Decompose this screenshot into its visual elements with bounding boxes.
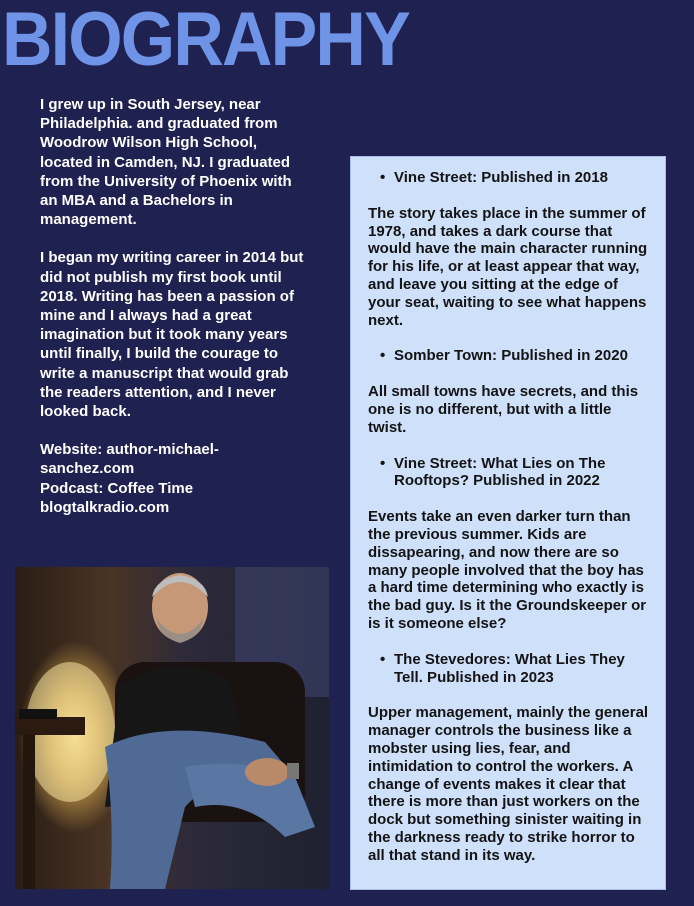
book-item bbox=[368, 347, 653, 436]
book-item bbox=[368, 455, 653, 633]
author-photo-illustration bbox=[15, 567, 329, 889]
podcast-text: Podcast: Coffee Time blogtalkradio.com bbox=[40, 479, 194, 516]
book-description: Upper management, mainly the general manager controls the business like a mobster using lies, fear, and intimidation to control the workers. A change of events makes it clear that there is more than just workers on the dock but something sinister waiting in the darkness ready to strike horror to all that stand in its way. bbox=[368, 704, 649, 864]
book-title-text: Somber Town: Published in 2020 bbox=[394, 347, 628, 365]
book-description: The story takes place in the summer of 1978, and takes a dark course that would have the main character running for his life, or at least appear that way, and leave you sitting at the edge of your seat, waiting to see what happens next. bbox=[368, 204, 648, 329]
page-title: BIOGRAPHY bbox=[2, 0, 409, 82]
book-title bbox=[368, 651, 653, 687]
author-photo bbox=[15, 567, 329, 889]
bio-section bbox=[40, 95, 310, 517]
book-title bbox=[368, 347, 653, 365]
book-title-text: Vine Street: Published in 2018 bbox=[394, 169, 608, 186]
bullet: • bbox=[380, 454, 386, 472]
bullet: • bbox=[380, 347, 386, 365]
book-title bbox=[368, 455, 653, 491]
bullet: • bbox=[380, 650, 386, 668]
bio-paragraph-2: I began my writing career in 2014 but did not publish my first book until 2018. Writing has been a passion of mine and I always had a great imagination but it took many years until finally, I build the courage to write a manuscript that would grab the readers attention, and I never looked back. bbox=[40, 249, 304, 421]
book-title bbox=[368, 169, 653, 187]
book-description: Events take an even darker turn than the previous summer. Kids are dissapearing, and now there are so many people involved that the boy has a hard time determining who exactly is the bad guy. Is it the Groundskeeper or is it someone else? bbox=[368, 508, 647, 632]
bullet: • bbox=[380, 169, 386, 186]
book-item bbox=[368, 651, 653, 865]
bio-paragraph-1: I grew up in South Jersey, near Philadelphia. and graduated from Woodrow Wilson High School, located in Camden, NJ. I graduated from the University of Phoenix with an MBA and a Bachelors in management. bbox=[40, 96, 292, 229]
book-title-text: Vine Street: What Lies on The Rooftops? Published in 2022 bbox=[394, 454, 606, 490]
books-panel bbox=[350, 156, 666, 890]
book-description: All small towns have secrets, and this one is no different, but with a little twist. bbox=[368, 383, 639, 436]
book-title-text: The Stevedores: What Lies They Tell. Published in 2023 bbox=[394, 650, 625, 686]
website-text: Website: author-michael-sanchez.com bbox=[40, 441, 219, 478]
book-item bbox=[368, 169, 653, 329]
